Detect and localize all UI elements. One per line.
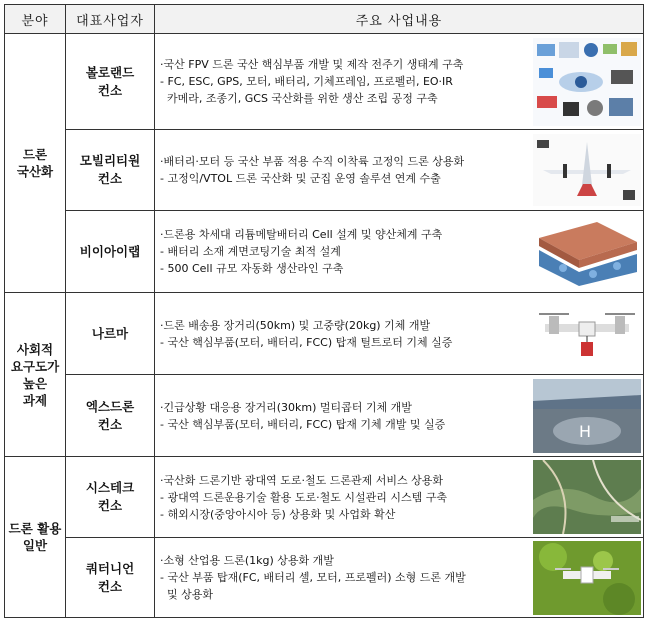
company-label: 컨소 xyxy=(97,498,123,513)
header-row xyxy=(5,5,644,34)
content-line: ·배터리·모터 등 국산 부품 적용 수직 이착륙 고정익 드론 상용화 xyxy=(160,155,465,168)
content-line: 카메라, 조종기, GCS 국산화를 위한 생산 조립 공정 구축 xyxy=(160,92,438,105)
content-cell xyxy=(155,375,644,457)
content-line: ·긴급상황 대응용 장거리(30km) 멀티콥터 기체 개발 xyxy=(160,400,412,414)
company-label: 컨소 xyxy=(97,416,123,432)
header-field: 분야 xyxy=(5,5,66,34)
content-line: ·드론용 차세대 리튬메탈배터리 Cell 설계 및 양산체계 구축 xyxy=(160,228,443,241)
content-line: - 고정익/VTOL 드론 국산화 및 군집 운영 솔루션 연계 수출 xyxy=(160,172,441,185)
company-label: 시스테크 xyxy=(85,480,135,495)
company-label: 비이아이랩 xyxy=(79,243,141,259)
content-line: - 해외시장(중앙아시아 등) 상용화 및 사업화 확산 xyxy=(160,507,396,521)
table-row xyxy=(5,130,644,211)
parts-ecosystem-image xyxy=(533,38,641,126)
content-line: ·소형 산업용 드론(1kg) 상용화 개발 xyxy=(160,554,334,567)
company-cell xyxy=(66,34,155,130)
business-table xyxy=(4,4,644,618)
table-row xyxy=(5,211,644,293)
company-label: 컨소 xyxy=(97,171,123,186)
company-label: 컨소 xyxy=(97,578,123,594)
content-line: - 광대역 드론운용기술 활용 도로·철도 시설관리 시스템 구축 xyxy=(160,490,447,504)
green-field-drone-image xyxy=(533,541,641,615)
company-label: 엑스드론 xyxy=(85,398,135,414)
field-label: 높은 xyxy=(22,375,48,391)
field-label: 일반 xyxy=(22,538,48,553)
content-line: - 배터리 소재 계면코팅기술 최적 설계 xyxy=(160,245,341,258)
content-line: - 국산 핵심부품(모터, 배터리, FCC) 탑재 틸트로터 기체 실증 xyxy=(160,335,453,349)
company-cell xyxy=(66,211,155,293)
field-label: 드론 xyxy=(22,147,48,162)
content-line: ·국산 FPV 드론 국산 핵심부품 개발 및 제작 전주기 생태계 구축 xyxy=(160,58,464,71)
table-row xyxy=(5,293,644,375)
aerial-map-image xyxy=(533,460,641,534)
content-line: - 국산 핵심부품(모터, 배터리, FCC) 탑재 기체 개발 및 실증 xyxy=(160,417,446,431)
field-label: 국산화 xyxy=(16,164,54,179)
company-label: 모빌리티원 xyxy=(79,153,141,168)
content-line: ·국산화 드론기반 광대역 도로·철도 드론관제 서비스 상용화 xyxy=(160,473,443,487)
field-label: 요구도가 xyxy=(10,358,60,374)
content-cell xyxy=(155,457,644,538)
header-content: 주요 사업내용 xyxy=(155,5,644,34)
content-cell xyxy=(155,211,644,293)
tiltrotor-image xyxy=(533,298,641,370)
content-cell xyxy=(155,538,644,618)
content-line: 및 상용화 xyxy=(160,588,213,601)
company-cell xyxy=(66,538,155,618)
content-cell xyxy=(155,130,644,211)
field-cell xyxy=(5,34,66,293)
content-cell xyxy=(155,293,644,375)
company-cell xyxy=(66,457,155,538)
vtol-fixed-wing-image xyxy=(533,134,641,206)
table-row xyxy=(5,538,644,618)
company-cell xyxy=(66,293,155,375)
field-label: 과제 xyxy=(22,392,48,408)
content-line: - FC, ESC, GPS, 모터, 배터리, 기체프레임, 프로펠러, EO·IR xyxy=(160,75,453,88)
header-company: 대표사업자 xyxy=(66,5,155,34)
field-cell xyxy=(5,457,66,618)
battery-layer-image xyxy=(533,216,641,288)
field-label: 드론 활용 xyxy=(8,521,62,536)
company-label: 컨소 xyxy=(97,82,123,98)
company-label: 나르마 xyxy=(91,325,129,341)
content-line: - 500 Cell 규모 자동화 생산라인 구축 xyxy=(160,262,344,275)
content-line: ·드론 배송용 장거리(50km) 및 고중량(20kg) 기체 개발 xyxy=(160,318,431,332)
company-cell xyxy=(66,375,155,457)
company-cell xyxy=(66,130,155,211)
content-line: - 국산 부품 탑재(FC, 배터리 셀, 모터, 프로펠러) 소형 드론 개발 xyxy=(160,571,466,584)
field-cell xyxy=(5,293,66,457)
table-row xyxy=(5,375,644,457)
svg-text:H: H xyxy=(579,421,592,441)
table-row xyxy=(5,457,644,538)
company-label: 볼로랜드 xyxy=(85,64,135,80)
rooftop-helipad-image xyxy=(533,379,641,453)
table-row xyxy=(5,34,644,130)
company-label: 쿼터니언 xyxy=(85,560,135,576)
content-cell xyxy=(155,34,644,130)
field-label: 사회적 xyxy=(16,341,54,357)
